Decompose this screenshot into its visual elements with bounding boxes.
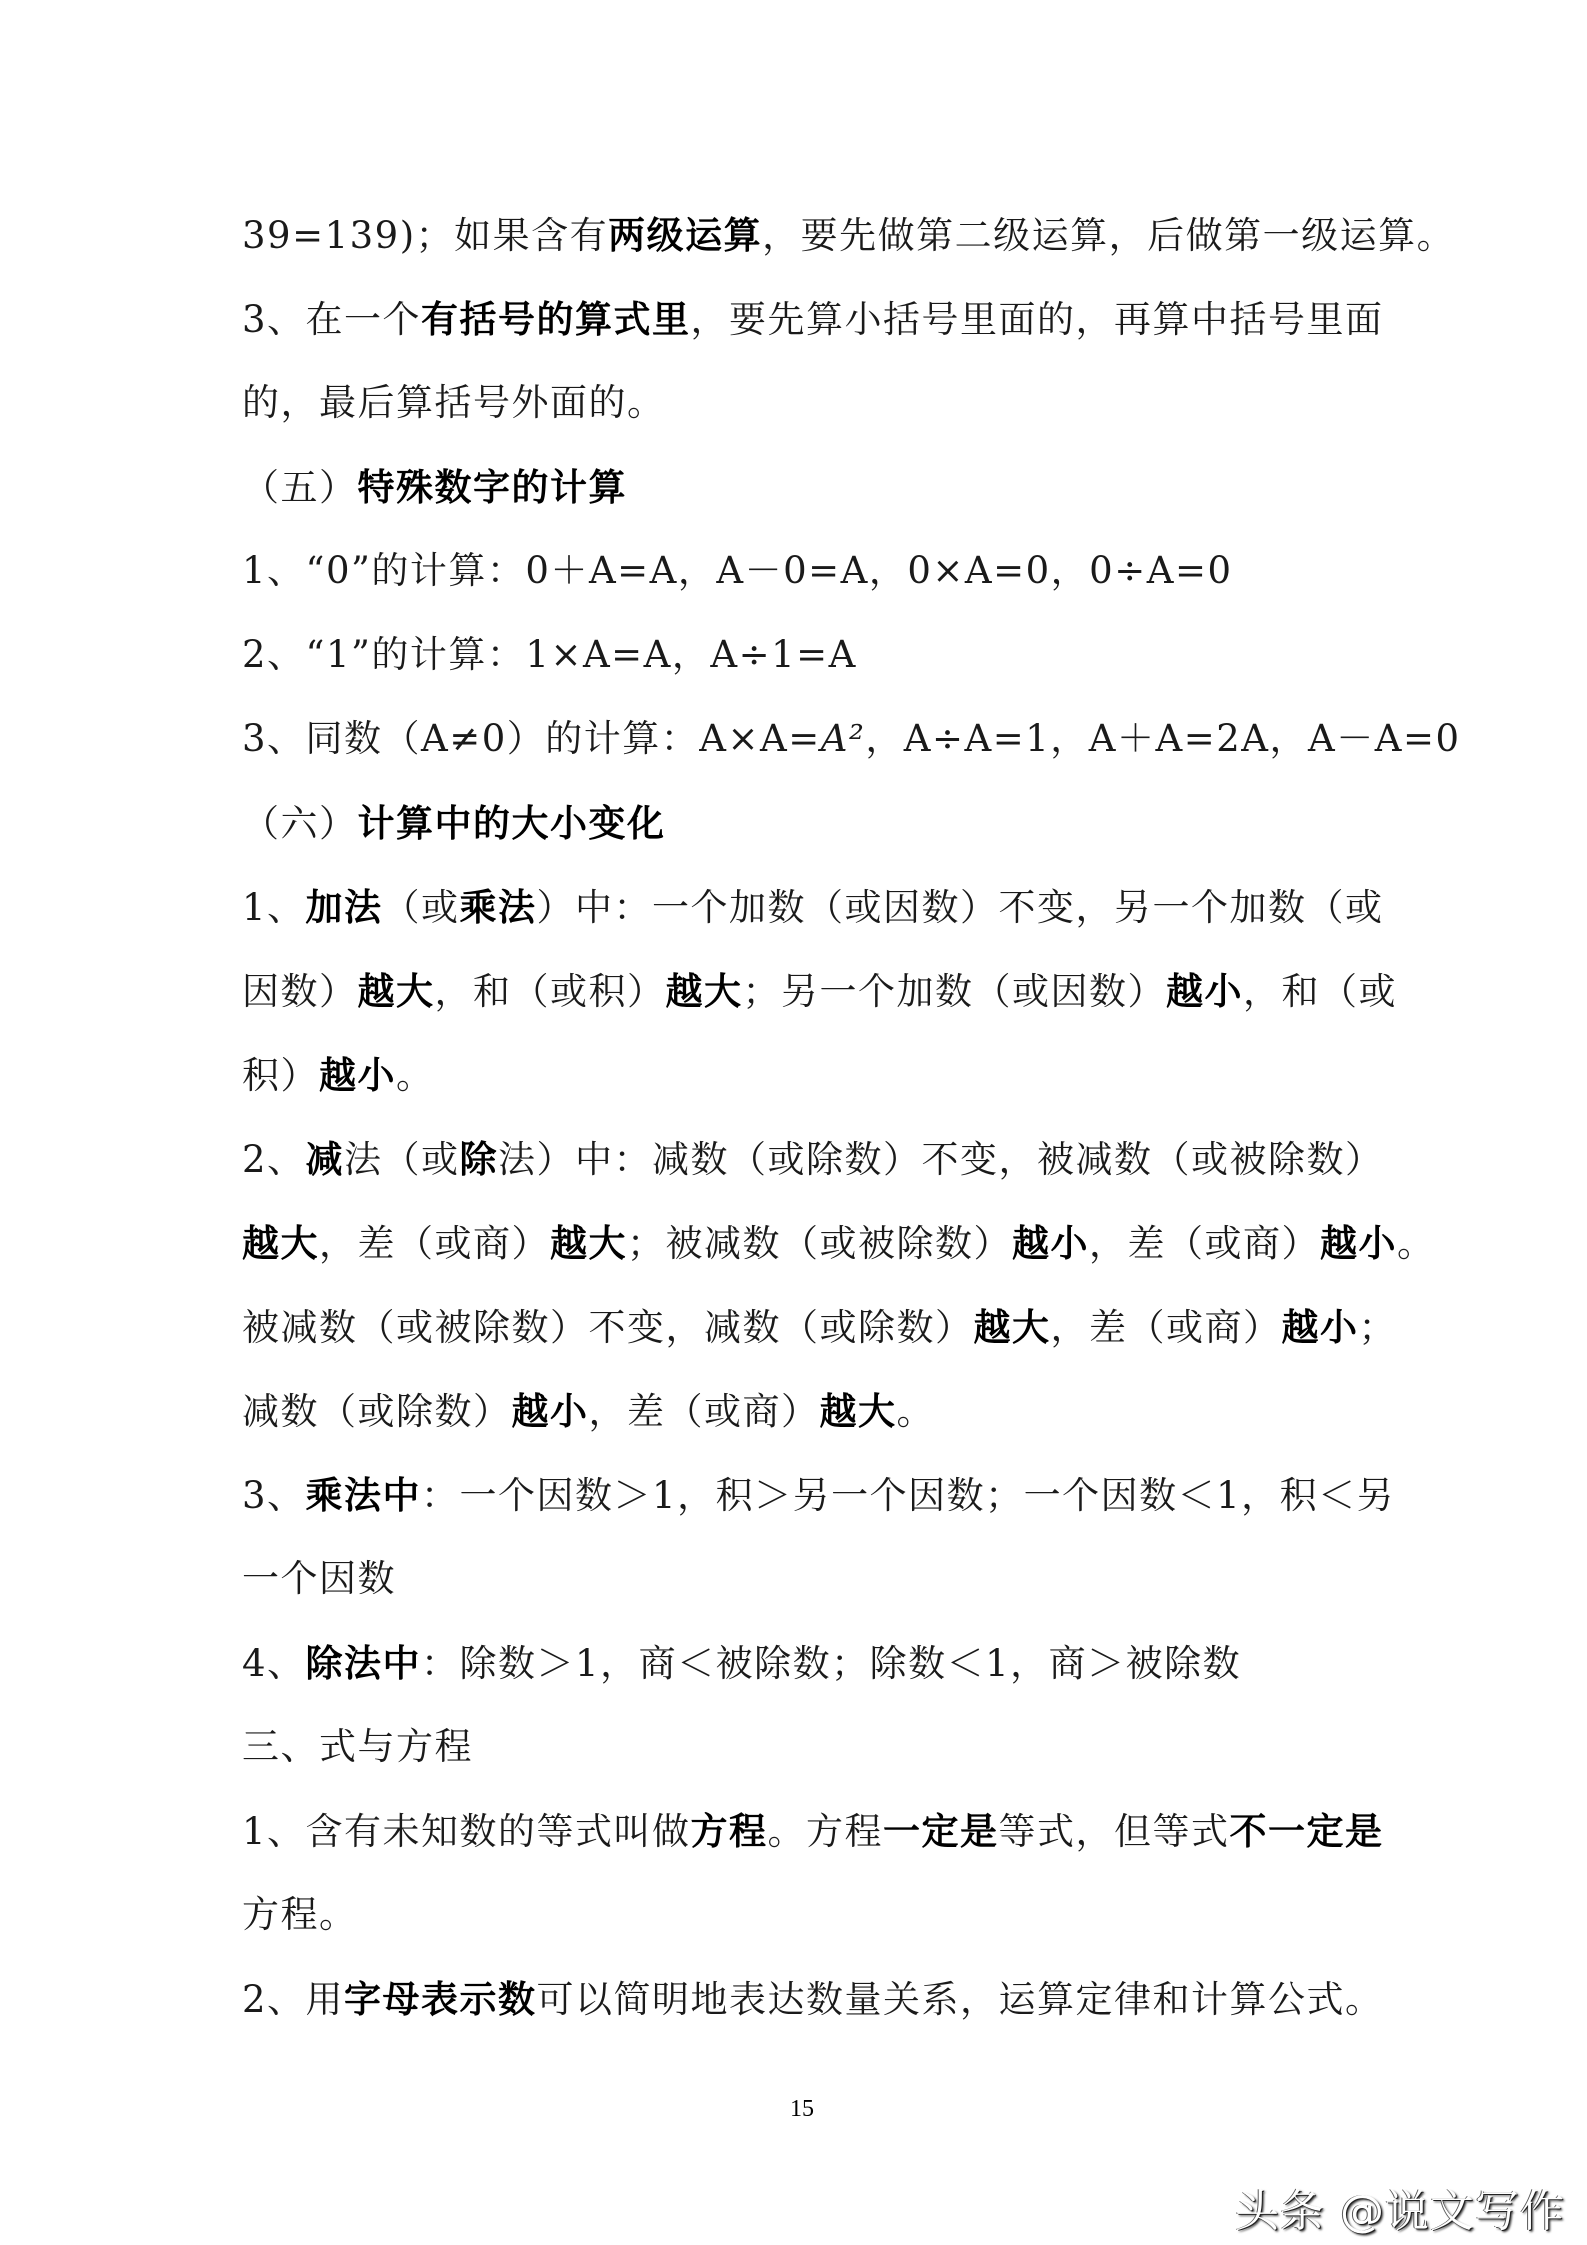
text-span: 三、式与方程 (242, 1725, 473, 1768)
text-span: （六） (242, 802, 358, 845)
text-span: 一个因数 (242, 1557, 396, 1600)
document-body (242, 193, 1461, 2041)
bold-text: 越小 (1012, 1221, 1089, 1265)
text-span: 法）中：减数（或除数）不变，被减数（或被除数） (498, 1138, 1384, 1181)
text-span: 法（或 (344, 1138, 460, 1181)
section-heading (242, 781, 1358, 865)
text-span: 1、 (242, 886, 306, 929)
section-heading (242, 445, 1358, 529)
text-span: 1、“0”的计算：0＋A=A，A－0=A，0×A=0，0÷A=0 (242, 549, 1233, 592)
text-span: 因数） (242, 970, 358, 1013)
text-span: ；被减数（或被除数） (627, 1222, 1012, 1265)
text-line (242, 1285, 1397, 1369)
text-span: ，和（或积） (434, 970, 666, 1013)
bold-text: 两级运算 (608, 213, 763, 257)
bold-text: 越小 (511, 1389, 589, 1433)
text-span: ，差（或商） (588, 1390, 820, 1433)
bold-text: 越小 (319, 1053, 396, 1097)
text-span: （或 (382, 886, 460, 929)
bold-text: 乘法中 (305, 1473, 422, 1517)
text-span: 4、 (242, 1642, 306, 1685)
bold-text: 加法 (305, 885, 383, 929)
bold-text: 越大 (973, 1305, 1051, 1349)
text-span: 2、“1”的计算：1×A=A，A÷1=A (242, 633, 857, 676)
text-line (242, 1453, 1396, 1537)
text-span: ，A÷A=1，A＋A=2A，A－A=0 (865, 717, 1461, 760)
text-span: 3、在一个 (242, 298, 422, 341)
text-span: ； (1358, 1306, 1397, 1349)
text-span: 。 (1397, 1222, 1436, 1265)
bold-text: 有括号的算式里 (421, 297, 691, 341)
section-heading (242, 1705, 1358, 1789)
text-line (242, 613, 1358, 697)
text-span: 的，最后算括号外面的。 (242, 381, 666, 424)
text-span: ，差（或商） (1089, 1222, 1320, 1265)
text-span: 积） (242, 1054, 319, 1097)
text-span: 。 (396, 1054, 435, 1097)
text-line (242, 277, 1384, 361)
bold-text: 越大 (357, 969, 435, 1013)
text-span: 。 (896, 1390, 935, 1433)
text-line (242, 1201, 1436, 1285)
text-span: 2、用 (242, 1978, 345, 2021)
text-line (242, 697, 1461, 781)
watermark: 头条 @说文写作 (1235, 2186, 1565, 2237)
bold-text: 越大 (242, 1221, 319, 1265)
text-span: 。方程 (767, 1810, 884, 1853)
text-span: ：除数＞1，商＜被除数；除数＜1，商＞被除数 (421, 1642, 1242, 1685)
bold-text: 一定是 (883, 1809, 999, 1853)
bold-text: 减 (305, 1137, 345, 1181)
text-span: ，差（或商） (1050, 1306, 1282, 1349)
text-span: A² (820, 717, 866, 760)
bold-text: 越小 (1320, 1221, 1397, 1265)
text-span: 可以简明地表达数量关系，运算定律和计算公式。 (536, 1978, 1384, 2021)
bold-text: 不一定是 (1229, 1809, 1384, 1853)
text-line (242, 1117, 1384, 1201)
bold-text: 字母表示数 (344, 1977, 537, 2021)
bold-text: 乘法 (459, 885, 537, 929)
text-span: 39=139)；如果含有 (242, 214, 609, 257)
text-span: （五） (242, 466, 358, 509)
text-span: ，差（或商） (319, 1222, 550, 1265)
text-span: 2、 (242, 1138, 306, 1181)
text-span: ：一个因数＞1，积＞另一个因数；一个因数＜1，积＜另 (421, 1474, 1396, 1517)
text-span: ，要先算小括号里面的，再算中括号里面 (690, 298, 1384, 341)
text-line (242, 949, 1397, 1033)
text-span: 1、含有未知数的等式叫做 (242, 1810, 691, 1853)
bold-text: 特殊数字的计算 (357, 465, 627, 509)
page-number: 15 (790, 2096, 814, 2122)
bold-text: 越大 (665, 969, 743, 1013)
text-line (242, 1873, 1358, 1957)
text-span: ）中：一个加数（或因数）不变，另一个加数（或 (536, 886, 1384, 929)
text-line (242, 1957, 1384, 2041)
text-span: 3、 (242, 1474, 306, 1517)
text-span: 被减数（或被除数）不变，减数（或除数） (242, 1306, 974, 1349)
text-span: ；另一个加数（或因数） (742, 970, 1166, 1013)
bold-text: 方程 (690, 1809, 768, 1853)
text-span: 等式，但等式 (998, 1810, 1230, 1853)
text-span: 方程。 (242, 1893, 358, 1936)
bold-text: 越小 (1166, 969, 1243, 1013)
text-line (242, 361, 1358, 445)
bold-text: 越大 (550, 1221, 627, 1265)
text-line (242, 1621, 1358, 1705)
text-line (242, 1537, 1358, 1621)
bold-text: 越小 (1281, 1305, 1359, 1349)
text-span: 减数（或除数） (242, 1390, 512, 1433)
bold-text: 计算中的大小变化 (357, 801, 666, 845)
text-line (242, 529, 1358, 613)
text-line (242, 1369, 1358, 1453)
text-span: ，和（或 (1243, 970, 1397, 1013)
bold-text: 越大 (819, 1389, 897, 1433)
bold-text: 除 (459, 1137, 499, 1181)
text-span: ，要先做第二级运算，后做第一级运算。 (762, 214, 1456, 257)
bold-text: 除法中 (305, 1641, 422, 1685)
text-line (242, 1033, 1358, 1117)
text-span: 3、同数（A≠0）的计算：A×A= (242, 717, 821, 760)
text-line (242, 865, 1384, 949)
text-line (242, 1789, 1384, 1873)
text-line (242, 193, 1456, 277)
